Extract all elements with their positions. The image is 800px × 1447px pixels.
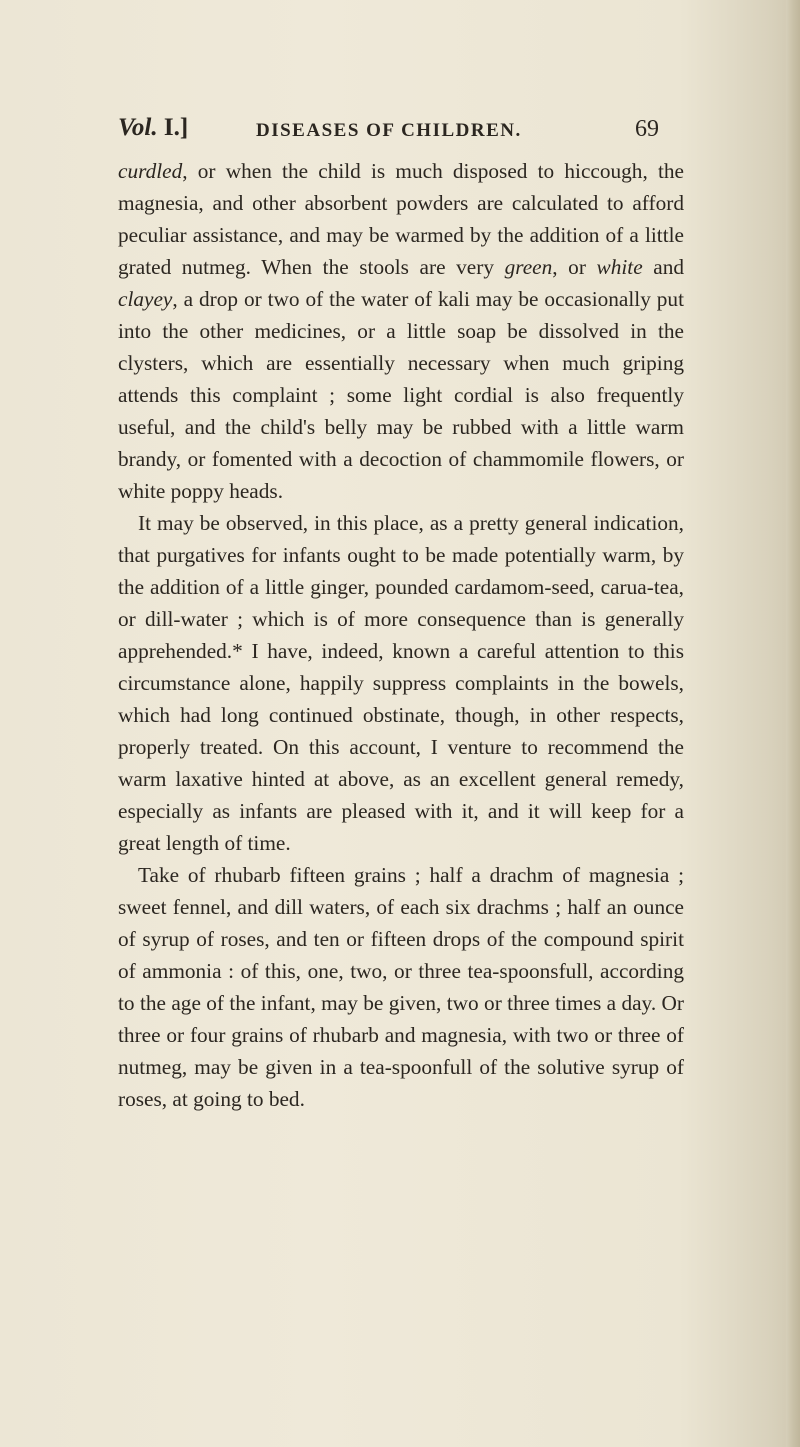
- paragraph: [118, 859, 684, 1115]
- page-number: 69: [635, 116, 659, 142]
- paragraph: [118, 155, 684, 507]
- volume-label: [118, 114, 188, 142]
- page-edge: [786, 0, 800, 1447]
- paragraph: [118, 507, 684, 859]
- running-header: [118, 112, 718, 152]
- text-segment: , a drop or two of the water of kali may be occasionally put into the other medicines, or a little soap be dissolved in the clysters, which are essentially necessary when much griping attends this complaint ; some light cordial is also frequently useful, and the child's belly may be rubbed with a little warm brandy, or fomented with a decoction of chammomile flowers, or white poppy heads.: [118, 287, 684, 503]
- italic-text: white: [596, 255, 643, 279]
- text-segment: and: [642, 255, 684, 279]
- body-text: [118, 155, 684, 1115]
- text-segment: , or when the child is much disposed to hiccough, the magnesia, and other absorbent powders are calculated to afford peculiar assistance, and may be warmed by the addition of a little grated nutmeg. When the stools are very: [118, 159, 684, 279]
- italic-text: green: [504, 255, 553, 279]
- text-segment: , or: [552, 255, 597, 279]
- volume-prefix: Vol.: [118, 114, 158, 141]
- text-segment: It may be observed, in this place, as a pretty general indication, that purgatives for infants ought to be made potentially warm, by the addition of a little ginger, pounded cardamom-seed, carua-tea, or dill-water ; which is of more consequence than is generally apprehended.* I have, indeed, known a careful attention to this circumstance alone, happily suppress complaints in the bowels, which had long continued obstinate, though, in other respects, properly treated. On this account, I venture to recommend the warm laxative hinted at above, as an excellent general remedy, especially as infants are pleased with it, and it will keep for a great length of time.: [118, 511, 684, 855]
- italic-text: clayey: [118, 287, 173, 311]
- volume-number: I.]: [157, 114, 189, 141]
- italic-text: curdled: [118, 159, 183, 183]
- text-segment: Take of rhubarb fifteen grains ; half a drachm of magnesia ; sweet fennel, and dill waters, of each six drachms ; half an ounce of syrup of roses, and ten or fifteen drops of the compound spirit of ammonia : of this, one, two, or three tea-spoonsfull, according to the age of the infant, may be given, two or three times a day. Or three or four grains of rhubarb and magnesia, with two or three of nutmeg, may be given in a tea-spoonfull of the solutive syrup of roses, at going to bed.: [118, 863, 684, 1111]
- running-title: DISEASES OF CHILDREN.: [256, 120, 522, 141]
